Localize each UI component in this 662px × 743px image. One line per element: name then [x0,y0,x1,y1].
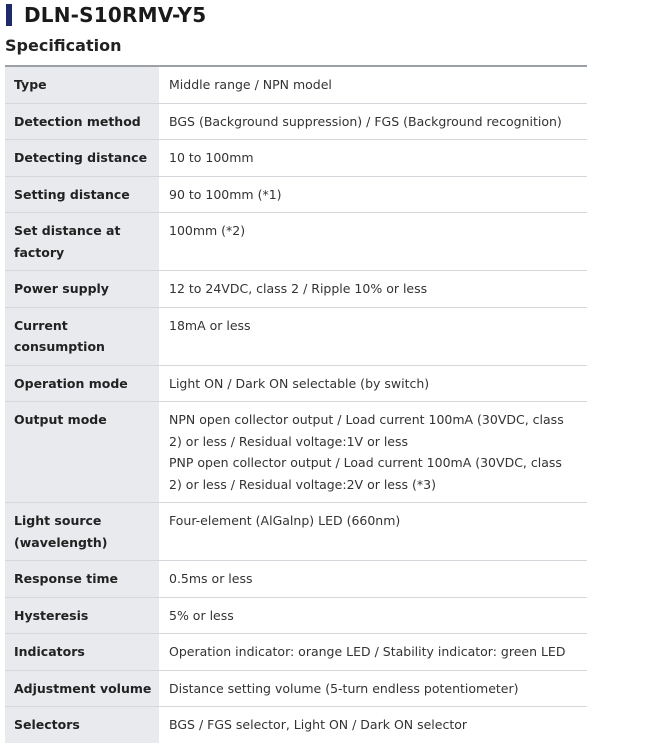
spec-value-line: Four-element (AlGalnp) LED (660nm) [169,513,401,528]
spec-value-line: NPN open collector output / Load current 100mA (30VDC, class 2) or less / Residual voltage:1V or less [169,412,564,449]
spec-row [5,103,587,140]
spec-value [159,670,587,707]
spec-label: Current consumption [5,307,159,365]
spec-label: Operation mode [5,365,159,402]
spec-value-line: PNP open collector output / Load current 100mA (30VDC, class 2) or less / Residual voltage:2V or less (*3) [169,455,562,492]
spec-value-line: 100mm (*2) [169,223,246,238]
spec-row [5,176,587,213]
spec-value [159,561,587,598]
spec-table-body [5,66,587,743]
spec-row [5,140,587,177]
spec-value-line: BGS (Background suppression) / FGS (Background recognition) [169,113,562,129]
spec-label: Type [5,66,159,103]
section-heading: Specification [5,36,122,55]
spec-label: Selectors [5,707,159,743]
spec-value-line: Middle range / NPN model [169,77,332,92]
spec-value [159,402,587,503]
spec-label: Detecting distance [5,140,159,177]
spec-value-line: 0.5ms or less [169,571,253,586]
spec-label: Set distance at factory [5,213,159,271]
spec-value [159,271,587,308]
spec-row [5,503,587,561]
spec-label: Detection method [5,103,159,140]
spec-value [159,66,587,103]
spec-value [159,307,587,365]
product-model-name: DLN-S10RMV-Y5 [24,3,207,27]
spec-row [5,561,587,598]
spec-value [159,213,587,271]
spec-value [159,365,587,402]
spec-value [159,103,587,140]
spec-label: Adjustment volume [5,670,159,707]
spec-value-line: Light ON / Dark ON selectable (by switch) [169,375,430,391]
spec-row [5,707,587,743]
spec-row [5,307,587,365]
spec-value [159,176,587,213]
title-accent-bar [6,4,12,26]
spec-value [159,140,587,177]
spec-label: Light source (wavelength) [5,503,159,561]
spec-row [5,365,587,402]
spec-label: Response time [5,561,159,598]
spec-value-line: 5% or less [169,607,234,623]
spec-row [5,597,587,634]
spec-value-line: 10 to 100mm [169,150,254,165]
spec-label: Hysteresis [5,597,159,634]
spec-row [5,271,587,308]
spec-row [5,213,587,271]
spec-value-line: 18mA or less [169,317,251,333]
spec-label: Indicators [5,634,159,671]
spec-value [159,707,587,743]
spec-value [159,503,587,561]
spec-row [5,634,587,671]
spec-value-line: 12 to 24VDC, class 2 / Ripple 10% or less [169,281,428,296]
spec-value-line: BGS / FGS selector, Light ON / Dark ON selector [169,717,468,732]
spec-value-line: 90 to 100mm (*1) [169,186,282,202]
spec-table [5,65,587,743]
spec-label: Power supply [5,271,159,308]
spec-label: Output mode [5,402,159,503]
spec-value-line: Distance setting volume (5-turn endless potentiometer) [169,680,519,696]
product-title [6,4,206,26]
spec-value [159,597,587,634]
spec-row [5,402,587,503]
spec-row [5,66,587,103]
spec-row [5,670,587,707]
spec-value-line: Operation indicator: orange LED / Stability indicator: green LED [169,644,566,659]
spec-value [159,634,587,671]
spec-label: Setting distance [5,176,159,213]
